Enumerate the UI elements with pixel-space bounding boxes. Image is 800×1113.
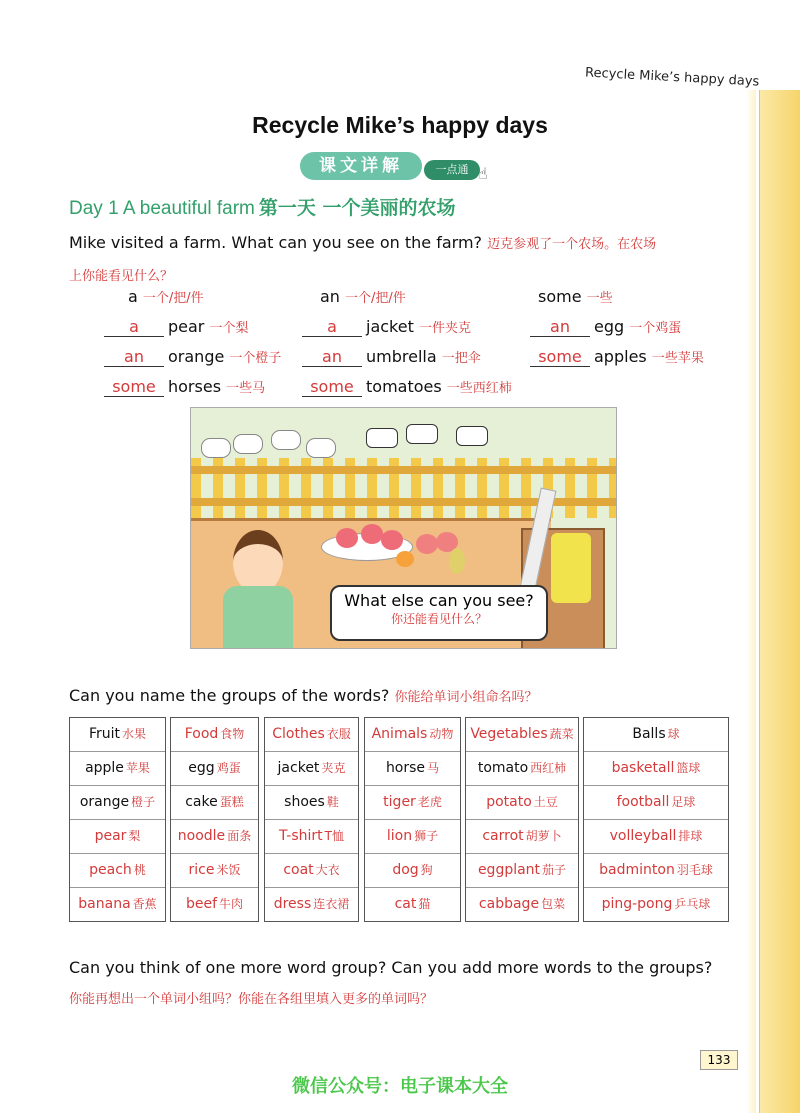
article-word: an [320, 287, 340, 306]
header-cn: 食物 [220, 727, 245, 741]
item-en: potato [486, 794, 532, 810]
group-item [365, 888, 460, 921]
item-en: peach [89, 862, 132, 878]
article-word: some [538, 287, 582, 306]
item-cn: 西红柿 [530, 761, 567, 775]
group-item [265, 786, 358, 820]
group-question-en: Can you name the groups of the words? [69, 686, 390, 705]
group-item [171, 786, 258, 820]
item-cn: 胡萝卜 [525, 829, 562, 843]
group-item [584, 854, 728, 888]
fill-item [302, 347, 481, 367]
group-item [70, 752, 165, 786]
word-group-vegetables [465, 717, 579, 922]
day-title [69, 193, 456, 220]
speech-bubble [330, 585, 548, 641]
section-badge: 课文详解 [300, 152, 422, 180]
item-cn: 茄子 [542, 863, 567, 877]
article-cn: 一些 [586, 291, 613, 306]
group-item [365, 786, 460, 820]
fill-blank: a [302, 317, 362, 337]
intro-en: Mike visited a farm. What can you see on the farm? [69, 233, 483, 252]
item-cn: 鞋 [326, 795, 339, 809]
group-item [365, 752, 460, 786]
group-item [70, 888, 165, 921]
day-title-en: Day 1 A beautiful farm [69, 198, 255, 219]
article-cn: 一个/把/件 [142, 291, 204, 306]
fill-blank: an [530, 317, 590, 337]
item-en: horse [385, 760, 426, 776]
fill-word: tomatoes [366, 377, 442, 396]
group-item [584, 786, 728, 820]
group-item [171, 752, 258, 786]
fill-item [302, 317, 471, 337]
item-en: jacket [277, 760, 320, 776]
group-header [584, 718, 728, 752]
item-en: tiger [383, 794, 416, 810]
fill-blank: some [530, 347, 590, 367]
group-header [171, 718, 258, 752]
orange-icon [396, 551, 414, 567]
page-title: Recycle Mike’s happy days [252, 112, 548, 138]
mike-body [223, 586, 293, 648]
item-en: egg [188, 760, 215, 776]
item-cn: T恤 [324, 829, 344, 843]
group-item [466, 752, 578, 786]
header-en: Clothes [272, 726, 325, 742]
item-cn: 蛋糕 [219, 795, 244, 809]
item-en: cabbage [478, 896, 540, 912]
header-cn: 蔬菜 [549, 727, 574, 741]
jacket-icon [551, 533, 591, 603]
header-cn: 球 [667, 727, 680, 741]
pear-icon [449, 548, 465, 574]
pointing-hand-icon: ☝ [478, 164, 488, 183]
item-cn: 橙子 [131, 795, 156, 809]
group-item [584, 888, 728, 921]
apple-icon [336, 528, 358, 548]
item-cn: 香蕉 [132, 897, 157, 911]
header-en: Food [184, 726, 219, 742]
cow-icon [456, 426, 488, 446]
fill-cn: 一个鸡蛋 [629, 321, 682, 336]
item-en: lion [386, 828, 413, 844]
group-header [365, 718, 460, 752]
item-en: shoes [284, 794, 325, 810]
page-number: 133 [700, 1050, 738, 1070]
fill-blank: an [302, 347, 362, 367]
fill-cn: 一些马 [226, 381, 266, 396]
cow-icon [366, 428, 398, 448]
running-head: Recycle Mike’s happy days [584, 65, 760, 90]
header-en: Balls [632, 726, 666, 742]
item-en: badminton [599, 862, 675, 878]
item-cn: 足球 [671, 795, 696, 809]
item-en: T-shirt [279, 828, 323, 844]
fill-item [104, 347, 281, 367]
header-cn: 动物 [429, 727, 454, 741]
group-item [265, 820, 358, 854]
bubble-en: What else can you see? [344, 591, 534, 610]
item-en: dog [392, 862, 419, 878]
apple-icon [381, 530, 403, 550]
item-en: rice [188, 862, 215, 878]
item-en: football [616, 794, 670, 810]
group-item [584, 820, 728, 854]
item-en: tomato [477, 760, 529, 776]
fill-cn: 一把伞 [441, 351, 481, 366]
extension-question-cn: 你能再想出一个单词小组吗？你能在各组里填入更多的单词吗？ [69, 992, 434, 1007]
item-en: coat [283, 862, 314, 878]
group-item [70, 820, 165, 854]
item-en: cake [185, 794, 218, 810]
item-cn: 狮子 [414, 829, 439, 843]
group-item [265, 888, 358, 921]
word-group-clothes [264, 717, 359, 922]
extension-question: Can you think of one more word group? Can you add more words to the groups? [69, 958, 713, 977]
intro-cn2: 上你能看见什么？ [69, 269, 174, 284]
fill-cn: 一个橙子 [229, 351, 282, 366]
fill-blank: some [302, 377, 362, 397]
group-question [69, 686, 538, 705]
fill-blank: an [104, 347, 164, 367]
fill-blank: some [104, 377, 164, 397]
item-en: orange [79, 794, 130, 810]
fill-item [302, 377, 512, 397]
item-cn: 连衣裙 [313, 897, 350, 911]
group-item [365, 854, 460, 888]
fill-item [104, 317, 249, 337]
group-header [70, 718, 165, 752]
item-cn: 大衣 [315, 863, 340, 877]
fill-cn: 一些苹果 [651, 351, 704, 366]
item-en: cat [394, 896, 417, 912]
item-en: eggplant [477, 862, 541, 878]
header-cn: 衣服 [326, 727, 351, 741]
group-item [70, 854, 165, 888]
footer-watermark: 微信公众号：电子课本大全 [292, 1076, 508, 1097]
fill-word: orange [168, 347, 225, 366]
sheep-icon [306, 438, 336, 458]
group-item [171, 854, 258, 888]
fill-word: apples [594, 347, 647, 366]
bubble-cn: 你还能看见什么？ [390, 612, 487, 626]
item-en: apple [85, 760, 124, 776]
intro-cn1: 迈克参观了一个农场。在农场 [487, 237, 657, 252]
tomato-icon [416, 534, 438, 554]
intro-question [69, 228, 734, 292]
item-cn: 夹克 [321, 761, 346, 775]
word-group-balls [583, 717, 729, 922]
group-item [466, 888, 578, 921]
item-cn: 羽毛球 [676, 863, 713, 877]
cow-icon [406, 424, 438, 444]
article-some [538, 287, 613, 306]
item-cn: 梨 [128, 829, 141, 843]
header-cn: 水果 [122, 727, 147, 741]
fill-cn: 一件夹克 [418, 321, 471, 336]
fill-word: horses [168, 377, 222, 396]
group-item [466, 820, 578, 854]
item-cn: 桃 [133, 863, 146, 877]
group-item [171, 820, 258, 854]
sheep-icon [271, 430, 301, 450]
group-item [466, 854, 578, 888]
item-en: volleyball [609, 828, 677, 844]
group-header [265, 718, 358, 752]
fill-word: egg [594, 317, 625, 336]
apple-icon [361, 524, 383, 544]
group-item [70, 786, 165, 820]
fill-item [530, 347, 704, 367]
item-cn: 老虎 [417, 795, 442, 809]
fill-cn: 一些西红柿 [446, 381, 512, 396]
article-a [128, 287, 204, 306]
fill-word: jacket [366, 317, 414, 336]
item-cn: 土豆 [533, 795, 558, 809]
item-en: basketall [611, 760, 675, 776]
article-word: a [128, 287, 138, 306]
group-item [466, 786, 578, 820]
article-an [320, 287, 406, 306]
article-cn: 一个/把/件 [345, 291, 406, 306]
group-item [265, 752, 358, 786]
day-title-cn: 第一天 一个美丽的农场 [258, 197, 456, 219]
word-group-fruit [69, 717, 166, 922]
fill-cn: 一个梨 [209, 321, 249, 336]
sheep-icon [233, 434, 263, 454]
item-cn: 狗 [420, 863, 433, 877]
item-cn: 面条 [227, 829, 252, 843]
item-en: dress [273, 896, 312, 912]
item-cn: 包菜 [541, 897, 566, 911]
page-edge [759, 90, 800, 1113]
sheep-icon [201, 438, 231, 458]
fill-item [530, 317, 681, 337]
header-en: Fruit [88, 726, 121, 742]
item-cn: 牛肉 [219, 897, 244, 911]
mike-head [233, 530, 283, 594]
group-item [365, 820, 460, 854]
item-cn: 苹果 [125, 761, 150, 775]
item-cn: 马 [427, 761, 440, 775]
item-cn: 篮球 [676, 761, 701, 775]
group-item [171, 888, 258, 921]
fill-word: pear [168, 317, 205, 336]
header-en: Animals [371, 726, 428, 742]
fill-blank: a [104, 317, 164, 337]
item-en: banana [78, 896, 131, 912]
item-cn: 乒乓球 [674, 897, 711, 911]
item-en: ping-pong [601, 896, 673, 912]
item-en: carrot [482, 828, 524, 844]
fill-word: umbrella [366, 347, 437, 366]
header-en: Vegetables [470, 726, 548, 742]
word-group-animals [364, 717, 461, 922]
word-group-food [170, 717, 259, 922]
item-en: beef [185, 896, 218, 912]
item-cn: 鸡蛋 [216, 761, 241, 775]
item-cn: 米饭 [216, 863, 241, 877]
fill-item [104, 377, 265, 397]
group-header [466, 718, 578, 752]
item-cn: 猫 [418, 897, 431, 911]
item-en: noodle [177, 828, 226, 844]
group-item [584, 752, 728, 786]
group-question-cn: 你能给单词小组命名吗？ [394, 690, 538, 705]
fence-rail [191, 466, 616, 474]
item-en: pear [94, 828, 127, 844]
group-item [265, 854, 358, 888]
item-cn: 排球 [678, 829, 703, 843]
section-badge-sub: 一点通 [424, 160, 480, 180]
